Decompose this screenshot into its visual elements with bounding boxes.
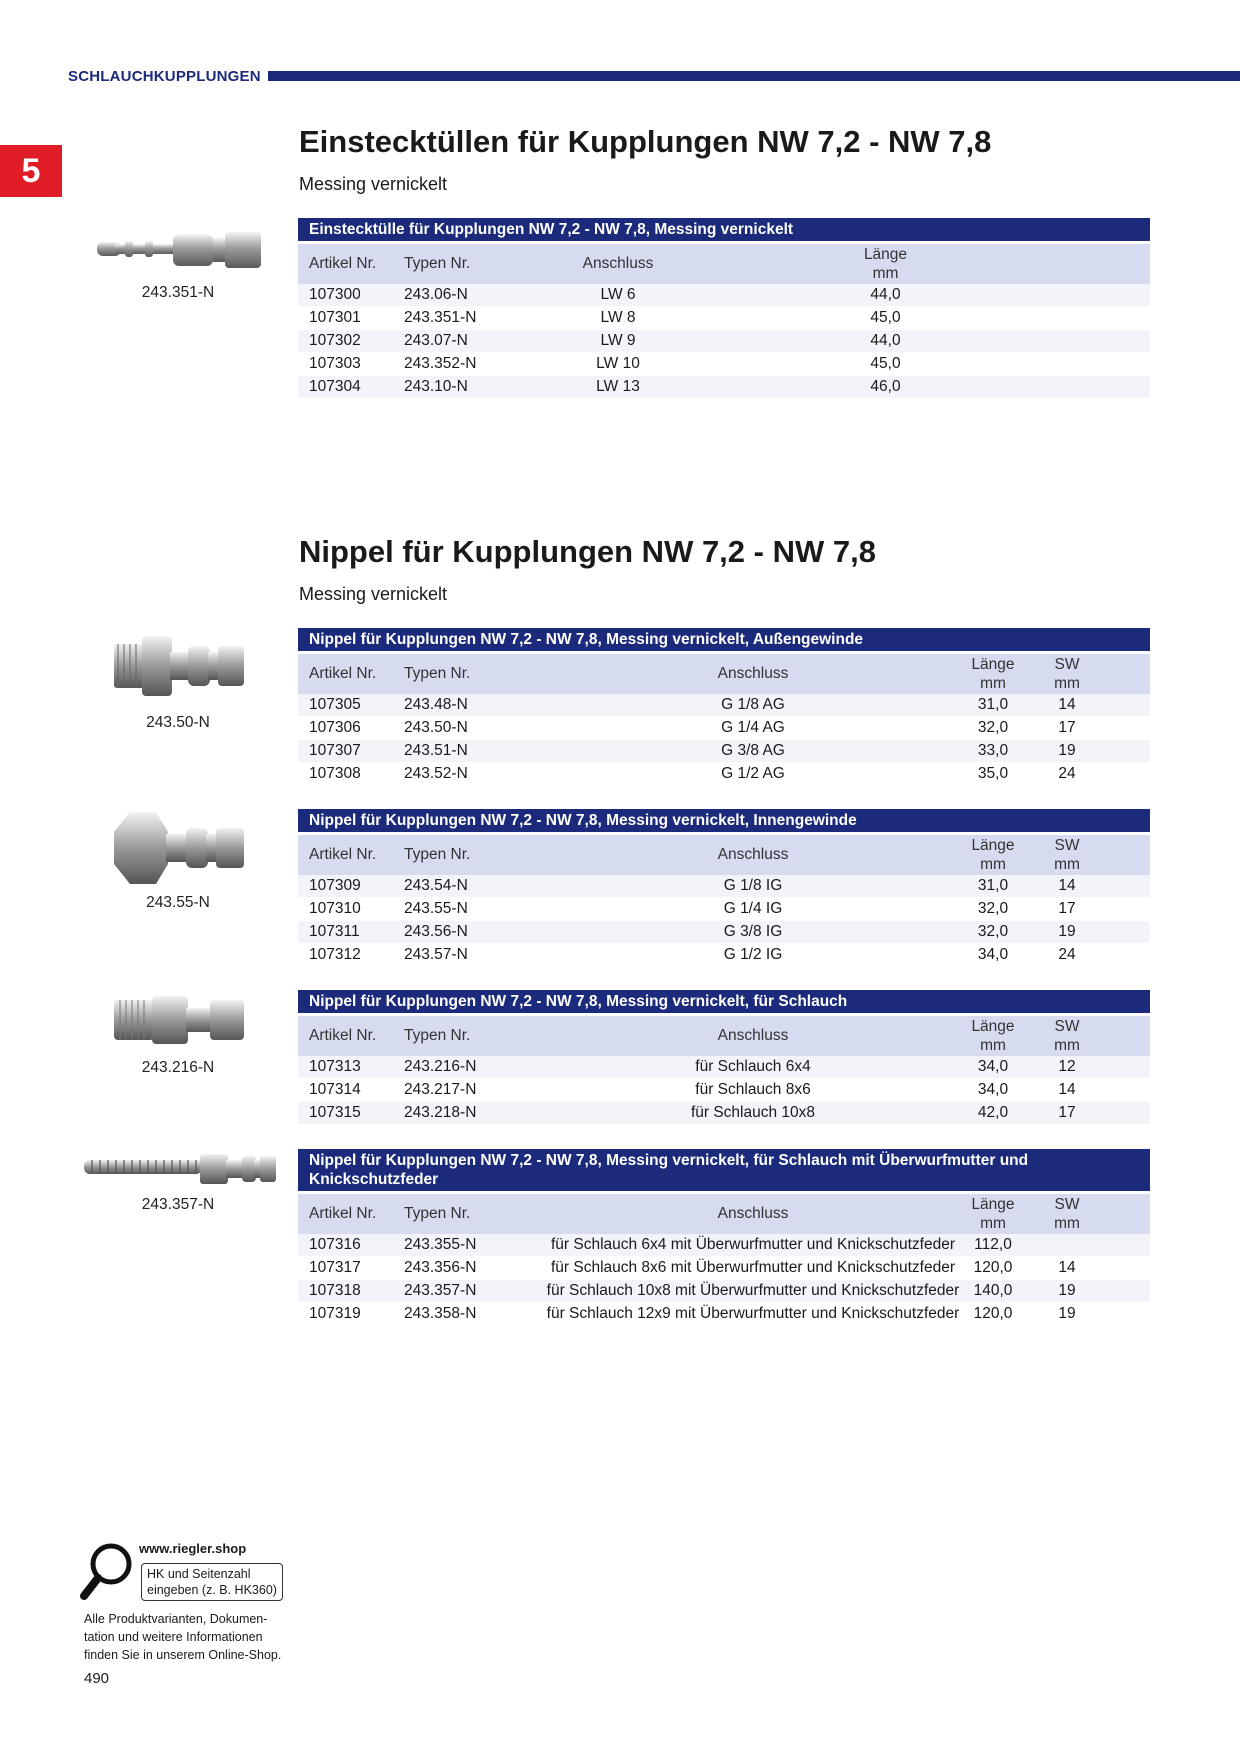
col-sw	[1023, 1017, 1111, 1055]
section-label: SCHLAUCHKUPPLUNGEN	[68, 68, 261, 85]
cell-typen: 243.50-N	[404, 719, 468, 736]
cell-anschluss: G 3/8 AG	[721, 742, 785, 759]
col-laenge-label: Länge	[971, 837, 1015, 854]
cell-anschluss: G 1/4 AG	[721, 719, 785, 736]
table-title: Nippel für Kupplungen NW 7,2 - NW 7,8, Messing vernickelt, Außengewinde	[298, 628, 1150, 651]
cell-sw: 24	[1058, 946, 1076, 963]
col-laenge-unit: mm	[980, 1215, 1006, 1232]
table-row	[298, 740, 1150, 763]
cell-typen: 243.357-N	[404, 1282, 477, 1299]
cell-laenge: 32,0	[977, 923, 1009, 940]
cell-artikel: 107304	[309, 378, 361, 395]
cell-laenge: 34,0	[977, 1081, 1009, 1098]
cell-artikel: 107319	[309, 1305, 361, 1322]
col-artikel: Artikel Nr.	[309, 255, 377, 272]
cell-anschluss: LW 10	[596, 355, 640, 372]
col-laenge	[693, 245, 968, 283]
cell-anschluss: LW 9	[600, 332, 636, 349]
cell-laenge: 44,0	[870, 286, 901, 303]
cell-artikel: 107315	[309, 1104, 361, 1121]
cell-artikel: 107301	[309, 309, 361, 326]
cell-anschluss: G 3/8 IG	[723, 923, 783, 940]
cell-laenge: 45,0	[870, 355, 901, 372]
col-anschluss: Anschluss	[717, 846, 789, 863]
cell-anschluss: für Schlauch 6x4 mit Überwurfmutter und Knickschutzfeder	[550, 1236, 956, 1253]
shop-link[interactable]: www.riegler.shop	[139, 1541, 247, 1556]
table-header	[298, 244, 1150, 284]
cell-artikel: 107309	[309, 877, 361, 894]
cell-laenge: 35,0	[977, 765, 1009, 782]
cell-anschluss: für Schlauch 12x9 mit Überwurfmutter und Knickschutzfeder	[546, 1305, 960, 1322]
table-row	[298, 875, 1150, 898]
cell-typen: 243.218-N	[404, 1104, 477, 1121]
cell-artikel: 107316	[309, 1236, 361, 1253]
cell-typen: 243.06-N	[404, 286, 468, 303]
image-label: 243.216-N	[141, 1059, 215, 1076]
image-label: 243.351-N	[141, 284, 215, 301]
cell-anschluss: G 1/8 IG	[723, 877, 783, 894]
header-bar	[268, 71, 1240, 81]
cell-artikel: 107313	[309, 1058, 361, 1075]
cell-typen: 243.10-N	[404, 378, 468, 395]
cell-sw: 17	[1058, 1104, 1076, 1121]
cell-typen: 243.54-N	[404, 877, 468, 894]
cell-anschluss: für Schlauch 10x8	[690, 1104, 816, 1121]
cell-laenge: 45,0	[870, 309, 901, 326]
search-hint-box	[141, 1563, 283, 1601]
section1-subtitle: Messing vernickelt	[299, 174, 448, 194]
col-laenge-label: Länge	[971, 1196, 1015, 1213]
section2-title: Nippel für Kupplungen NW 7,2 - NW 7,8	[299, 534, 876, 569]
cell-artikel: 107308	[309, 765, 361, 782]
table-body	[298, 1234, 1150, 1326]
table-body	[298, 1056, 1150, 1125]
col-artikel: Artikel Nr.	[309, 846, 377, 863]
cell-sw: 19	[1058, 1305, 1076, 1322]
col-sw-unit: mm	[1054, 675, 1080, 692]
cell-artikel: 107318	[309, 1282, 361, 1299]
cell-sw: 14	[1058, 877, 1076, 894]
table-row	[298, 921, 1150, 944]
col-laenge-unit: mm	[980, 675, 1006, 692]
table-row	[298, 1102, 1150, 1125]
table-row	[298, 1303, 1150, 1326]
cell-artikel: 107305	[309, 696, 361, 713]
col-laenge	[963, 655, 1023, 693]
table-row	[298, 1280, 1150, 1303]
cell-laenge: 34,0	[977, 946, 1009, 963]
cell-sw: 12	[1058, 1058, 1076, 1075]
table-row	[298, 944, 1150, 967]
col-artikel: Artikel Nr.	[309, 665, 377, 682]
cell-anschluss: G 1/2 AG	[721, 765, 785, 782]
table-title: Nippel für Kupplungen NW 7,2 - NW 7,8, Messing vernickelt, Innengewinde	[298, 809, 1150, 832]
table-row	[298, 353, 1150, 376]
table-row	[298, 763, 1150, 786]
cell-typen: 243.358-N	[404, 1305, 477, 1322]
col-laenge	[963, 1195, 1023, 1233]
cell-typen: 243.55-N	[404, 900, 468, 917]
col-laenge	[963, 836, 1023, 874]
table-row	[298, 898, 1150, 921]
magnifier-icon	[78, 1540, 136, 1602]
cell-laenge: 42,0	[977, 1104, 1009, 1121]
col-laenge-unit: mm	[980, 1037, 1006, 1054]
cell-typen: 243.352-N	[404, 355, 477, 372]
table-row	[298, 1257, 1150, 1280]
cell-anschluss: G 1/8 AG	[721, 696, 785, 713]
cell-sw: 24	[1058, 765, 1076, 782]
col-laenge-label: Länge	[971, 1018, 1015, 1035]
table-header	[298, 1016, 1150, 1056]
cell-typen: 243.56-N	[404, 923, 468, 940]
image-label: 243.50-N	[146, 714, 210, 731]
table-body	[298, 875, 1150, 967]
product-image-243-50-n	[110, 630, 250, 702]
cell-laenge: 32,0	[977, 719, 1009, 736]
col-sw	[1023, 1195, 1111, 1233]
cell-laenge: 32,0	[977, 900, 1009, 917]
table-header	[298, 835, 1150, 875]
cell-artikel: 107303	[309, 355, 361, 372]
col-laenge	[963, 1017, 1023, 1055]
search-hint-line1: HK und Seitenzahl	[147, 1567, 251, 1581]
cell-typen: 243.07-N	[404, 332, 468, 349]
col-sw-unit: mm	[1054, 856, 1080, 873]
cell-sw: 14	[1058, 696, 1076, 713]
cell-artikel: 107310	[309, 900, 361, 917]
cell-laenge: 44,0	[870, 332, 901, 349]
footer-info-line1: Alle Produktvarianten, Dokumen-	[84, 1612, 268, 1626]
cell-sw: 19	[1058, 923, 1076, 940]
cell-laenge: 31,0	[977, 877, 1009, 894]
col-typen: Typen Nr.	[404, 665, 471, 682]
table-body	[298, 694, 1150, 786]
cell-laenge: 120,0	[973, 1259, 1013, 1276]
cell-sw: 14	[1058, 1081, 1076, 1098]
cell-artikel: 107314	[309, 1081, 361, 1098]
cell-laenge: 140,0	[973, 1282, 1013, 1299]
table-title: Nippel für Kupplungen NW 7,2 - NW 7,8, Messing vernickelt, für Schlauch mit Überwurfmutter und Knickschutzfeder	[298, 1149, 1150, 1191]
cell-typen: 243.216-N	[404, 1058, 477, 1075]
cell-typen: 243.355-N	[404, 1236, 477, 1253]
col-laenge-label: Länge	[971, 656, 1015, 673]
col-sw-label: SW	[1054, 1196, 1080, 1213]
cell-laenge: 31,0	[977, 696, 1009, 713]
cell-anschluss: für Schlauch 8x6	[695, 1081, 811, 1098]
col-laenge-label: Länge	[863, 246, 908, 263]
cell-typen: 243.356-N	[404, 1259, 477, 1276]
table-fuer-schlauch	[298, 990, 1150, 1125]
cell-artikel: 107312	[309, 946, 361, 963]
footer-info	[84, 1610, 304, 1664]
search-hint-line2: eingeben (z. B. HK360)	[147, 1583, 277, 1597]
cell-typen: 243.217-N	[404, 1081, 477, 1098]
cell-anschluss: LW 13	[596, 378, 640, 395]
cell-artikel: 107306	[309, 719, 361, 736]
col-artikel: Artikel Nr.	[309, 1205, 377, 1222]
col-laenge-unit: mm	[980, 856, 1006, 873]
page-number: 490	[84, 1670, 110, 1687]
cell-typen: 243.48-N	[404, 696, 468, 713]
cell-laenge: 33,0	[977, 742, 1009, 759]
cell-laenge: 34,0	[977, 1058, 1009, 1075]
cell-typen: 243.52-N	[404, 765, 468, 782]
cell-anschluss: für Schlauch 8x6 mit Überwurfmutter und Knickschutzfeder	[550, 1259, 956, 1276]
table-ueberwurfmutter	[298, 1149, 1150, 1326]
cell-typen: 243.51-N	[404, 742, 468, 759]
cell-anschluss: G 1/4 IG	[723, 900, 783, 917]
footer-info-line2: tation und weitere Informationen	[84, 1630, 263, 1644]
table-row	[298, 284, 1150, 307]
product-image-243-216-n	[110, 990, 250, 1050]
col-sw-label: SW	[1054, 1018, 1080, 1035]
footer-info-line3: finden Sie in unserem Online-Shop.	[84, 1648, 282, 1662]
col-sw-unit: mm	[1054, 1215, 1080, 1232]
image-label: 243.357-N	[141, 1196, 215, 1213]
col-anschluss: Anschluss	[582, 255, 654, 272]
col-anschluss: Anschluss	[717, 1205, 789, 1222]
cell-typen: 243.57-N	[404, 946, 468, 963]
table-row	[298, 1234, 1150, 1257]
table-aussengewinde	[298, 628, 1150, 786]
product-image-243-55-n	[110, 808, 250, 888]
cell-anschluss: G 1/2 IG	[723, 946, 783, 963]
section2-subtitle: Messing vernickelt	[299, 584, 448, 604]
cell-laenge: 120,0	[973, 1305, 1013, 1322]
table-row	[298, 330, 1150, 353]
table-header	[298, 1194, 1150, 1234]
cell-artikel: 107300	[309, 286, 361, 303]
cell-sw: 19	[1058, 1282, 1076, 1299]
col-anschluss: Anschluss	[717, 1027, 789, 1044]
cell-anschluss: für Schlauch 10x8 mit Überwurfmutter und Knickschutzfeder	[546, 1282, 960, 1299]
col-typen: Typen Nr.	[404, 1027, 471, 1044]
cell-sw: 17	[1058, 719, 1076, 736]
cell-typen: 243.351-N	[404, 309, 477, 326]
col-sw-label: SW	[1054, 656, 1080, 673]
table-row	[298, 1079, 1150, 1102]
cell-artikel: 107311	[309, 923, 360, 940]
cell-anschluss: LW 8	[600, 309, 636, 326]
table-body	[298, 284, 1150, 399]
col-anschluss: Anschluss	[717, 665, 789, 682]
col-typen: Typen Nr.	[404, 846, 471, 863]
image-label: 243.55-N	[146, 894, 210, 911]
product-image-243-351-n	[95, 228, 265, 284]
col-sw	[1023, 655, 1111, 693]
table-einstecktuelle	[298, 218, 1150, 399]
table-row	[298, 307, 1150, 330]
table-header	[298, 654, 1150, 694]
col-typen: Typen Nr.	[404, 1205, 471, 1222]
table-row	[298, 717, 1150, 740]
col-sw	[1023, 836, 1111, 874]
table-row	[298, 376, 1150, 399]
col-typen: Typen Nr.	[404, 255, 471, 272]
cell-anschluss: für Schlauch 6x4	[695, 1058, 811, 1075]
product-image-243-357-n	[82, 1148, 278, 1190]
table-row	[298, 694, 1150, 717]
chapter-tab: 5	[0, 145, 62, 197]
table-innengewinde	[298, 809, 1150, 967]
section1-title: Einstecktüllen für Kupplungen NW 7,2 - NW 7,8	[299, 124, 992, 159]
cell-artikel: 107307	[309, 742, 361, 759]
cell-artikel: 107317	[309, 1259, 361, 1276]
table-title: Einstecktülle für Kupplungen NW 7,2 - NW 7,8, Messing vernickelt	[298, 218, 1150, 241]
cell-sw: 19	[1058, 742, 1076, 759]
col-artikel: Artikel Nr.	[309, 1027, 377, 1044]
table-title: Nippel für Kupplungen NW 7,2 - NW 7,8, Messing vernickelt, für Schlauch	[298, 990, 1150, 1013]
col-sw-unit: mm	[1054, 1037, 1080, 1054]
cell-anschluss: LW 6	[600, 286, 636, 303]
col-laenge-unit: mm	[872, 265, 899, 282]
cell-laenge: 112,0	[974, 1236, 1012, 1253]
cell-artikel: 107302	[309, 332, 361, 349]
cell-laenge: 46,0	[870, 378, 901, 395]
cell-sw: 14	[1058, 1259, 1076, 1276]
table-row	[298, 1056, 1150, 1079]
cell-sw: 17	[1058, 900, 1076, 917]
col-sw-label: SW	[1054, 837, 1080, 854]
